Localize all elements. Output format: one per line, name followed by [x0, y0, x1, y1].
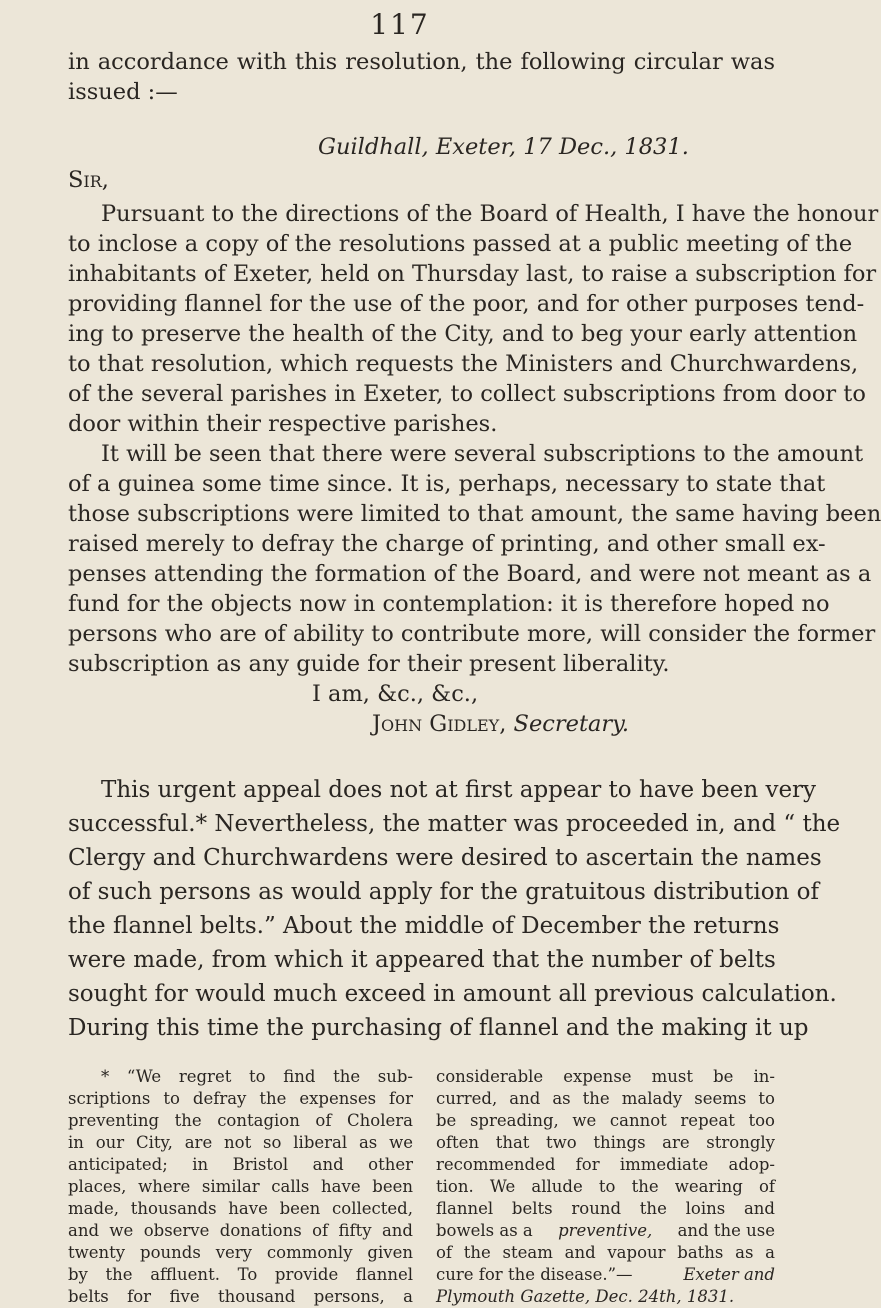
- footnote-source: Plymouth Gazette, Dec. 24th, 1831.: [436, 1287, 735, 1306]
- footnote-left-line: belts for five thousand persons, a: [68, 1287, 413, 1306]
- letter-line: persons who are of ability to contribute more, will consider the former: [68, 621, 876, 647]
- letter-line: providing flannel for the use of the poor, and for other purposes tend-: [68, 291, 865, 317]
- letter-line: those subscriptions were limited to that amount, the same having been: [68, 501, 881, 527]
- letter-signature: [372, 709, 629, 739]
- body-line: sought for would much exceed in amount all previous calculation.: [68, 981, 837, 1007]
- body-line: were made, from which it appeared that the number of belts: [68, 947, 776, 973]
- footnote-source: Exeter and: [683, 1265, 775, 1284]
- footnote-right-line: [436, 1264, 775, 1286]
- footnote-right-line: often that two things are strongly: [436, 1133, 775, 1152]
- footnote-left-line: scriptions to defray the expenses for: [68, 1089, 413, 1108]
- footnote-left-line: preventing the contagion of Cholera: [68, 1111, 413, 1130]
- body-line: the flannel belts.” About the middle of December the returns: [68, 913, 780, 939]
- footnote-right-line: be spreading, we cannot repeat too: [436, 1111, 775, 1130]
- letter-line: penses attending the formation of the Board, and were not meant as a: [68, 561, 872, 587]
- footnote-right-line: tion. We allude to the wearing of: [436, 1177, 775, 1196]
- footnote-text: cure for the disease.”—: [436, 1265, 633, 1284]
- footnote-left-line: anticipated; in Bristol and other: [68, 1155, 413, 1174]
- letter-closing: I am, &c., &c.,: [312, 681, 479, 707]
- footnote-emphasis: preventive,: [558, 1221, 653, 1240]
- letter-line: of the several parishes in Exeter, to collect subscriptions from door to: [68, 381, 866, 407]
- signature-title: Secretary.: [513, 711, 630, 737]
- footnote-left-line: and we observe donations of fifty and: [68, 1221, 413, 1240]
- footnote-right-line: [436, 1220, 775, 1242]
- letter-salutation: Sir,: [68, 167, 109, 193]
- letter-line: ing to preserve the health of the City, and to beg your early attention: [68, 321, 858, 347]
- footnote-right-line: recommended for immediate adop-: [436, 1155, 775, 1174]
- footnote-left-line: in our City, are not so liberal as we: [68, 1133, 413, 1152]
- footnote-left-line: twenty pounds very commonly given: [68, 1243, 413, 1262]
- letter-line: to that resolution, which requests the Ministers and Churchwardens,: [68, 351, 859, 377]
- footnote-left-line: * “We regret to find the sub-: [101, 1067, 413, 1086]
- footnote-right-line: considerable expense must be in-: [436, 1067, 775, 1086]
- letter-line: raised merely to defray the charge of printing, and other small ex-: [68, 531, 826, 557]
- letter-line: Pursuant to the directions of the Board of Health, I have the honour: [101, 201, 879, 227]
- signature-name: John Gidley,: [372, 711, 507, 737]
- body-line: successful.* Nevertheless, the matter was proceeded in, and “ the: [68, 811, 841, 837]
- footnote-left-line: places, where similar calls have been: [68, 1177, 413, 1196]
- footnote-text: and the use: [677, 1221, 775, 1240]
- letter-dateline: Guildhall, Exeter, 17 Dec., 1831.: [318, 134, 689, 160]
- letter-line: It will be seen that there were several subscriptions to the amount: [101, 441, 864, 467]
- letter-line: of a guinea some time since. It is, perhaps, necessary to state that: [68, 471, 826, 497]
- letter-line: to inclose a copy of the resolutions passed at a public meeting of the: [68, 231, 853, 257]
- footnote-right-line: curred, and as the malady seems to: [436, 1089, 775, 1108]
- body-line: This urgent appeal does not at first appear to have been very: [101, 777, 817, 803]
- intro-line: in accordance with this resolution, the following circular was: [68, 49, 775, 75]
- footnote-text: bowels as a: [436, 1221, 533, 1240]
- page-number: 117: [370, 8, 430, 41]
- footnote-left-line: made, thousands have been collected,: [68, 1199, 413, 1218]
- footnote-right-line: flannel belts round the loins and: [436, 1199, 775, 1218]
- footnote-right-line: of the steam and vapour baths as a: [436, 1243, 775, 1262]
- body-line: During this time the purchasing of flannel and the making it up: [68, 1015, 809, 1041]
- letter-line: subscription as any guide for their present liberality.: [68, 651, 670, 677]
- letter-line: door within their respective parishes.: [68, 411, 498, 437]
- intro-line: issued :—: [68, 79, 178, 105]
- body-line: of such persons as would apply for the gratuitous distribution of: [68, 879, 820, 905]
- letter-line: fund for the objects now in contemplation: it is therefore hoped no: [68, 591, 830, 617]
- footnote-left-line: by the affluent. To provide flannel: [68, 1265, 413, 1284]
- body-line: Clergy and Churchwardens were desired to ascertain the names: [68, 845, 822, 871]
- letter-line: inhabitants of Exeter, held on Thursday last, to raise a subscription for: [68, 261, 877, 287]
